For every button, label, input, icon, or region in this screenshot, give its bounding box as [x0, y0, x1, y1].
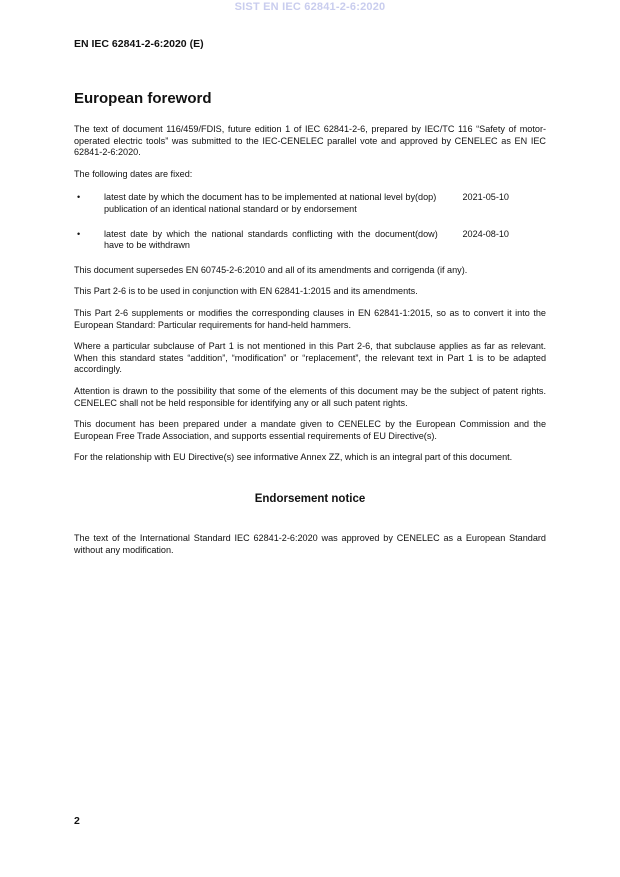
- date-item-text: latest date by which the national standards conflicting with the document have to be withdrawn: [104, 228, 415, 251]
- foreword-title: European foreword: [74, 90, 212, 107]
- date-item-dow: [74, 229, 546, 252]
- date-item-dop: [74, 192, 546, 215]
- watermark: SIST EN IEC 62841-2-6:2020: [234, 1, 386, 13]
- date-item-date: 2024-08-10: [462, 228, 509, 239]
- paragraph-conjunction: This Part 2-6 is to be used in conjunction with EN 62841-1:2015 and its amendments.: [74, 286, 418, 297]
- date-item-date: 2021-05-10: [462, 192, 509, 203]
- paragraph-subclause: Where a particular subclause of Part 1 is not mentioned in this Part 2-6, that subclause applies as far as relevant. When this standard states “addition”, “modification” or “replacement”, the relevant text in Part 1 is to be adapted accordingly.: [74, 341, 546, 375]
- date-item-text: latest date by which the document has to be implemented at national level by publication of an identical national standard or by endorsement: [104, 192, 415, 214]
- paragraph-directive: For the relationship with EU Directive(s) see informative Annex ZZ, which is an integral part of this document.: [74, 452, 513, 463]
- paragraph-supersedes: This document supersedes EN 60745-2-6:2010 and all of its amendments and corrigenda (if any).: [74, 264, 468, 275]
- date-item-code: (dop): [415, 192, 437, 203]
- page-content: [74, 90, 546, 567]
- page-number: 2: [74, 815, 80, 827]
- dates-intro: The following dates are fixed:: [74, 168, 193, 179]
- paragraph-patent: Attention is drawn to the possibility that some of the elements of this document may be the subject of patent rights. CENELEC shall not be held responsible for identifying any or all such patent rights.: [74, 385, 546, 408]
- paragraph-supplements: This Part 2-6 supplements or modifies the corresponding clauses in EN 62841-1:2015, so as to convert it into the European Standard: Particular requirements for hand-held hammers.: [74, 307, 546, 330]
- endorsement-text: The text of the International Standard IEC 62841-2-6:2020 was approved by CENELEC as a European Standard without any modification.: [74, 533, 546, 556]
- document-id-header: EN IEC 62841-2-6:2020 (E): [74, 38, 204, 50]
- bullet-icon: •: [77, 192, 81, 203]
- bullet-icon: •: [77, 228, 81, 239]
- paragraph-mandate: This document has been prepared under a mandate given to CENELEC by the European Commission and the European Free Trade Association, and supports essential requirements of EU Directive(s).: [74, 419, 546, 441]
- date-item-code: (dow): [415, 228, 438, 239]
- endorsement-title: Endorsement notice: [254, 492, 366, 505]
- foreword-intro: The text of document 116/459/FDIS, future edition 1 of IEC 62841-2-6, prepared by IEC/TC 116 “Safety of motor-operated electric tools” was submitted to the IEC-CENELEC parallel vote and approved by CENELEC as EN IEC 62841-2-6:2020.: [74, 124, 546, 158]
